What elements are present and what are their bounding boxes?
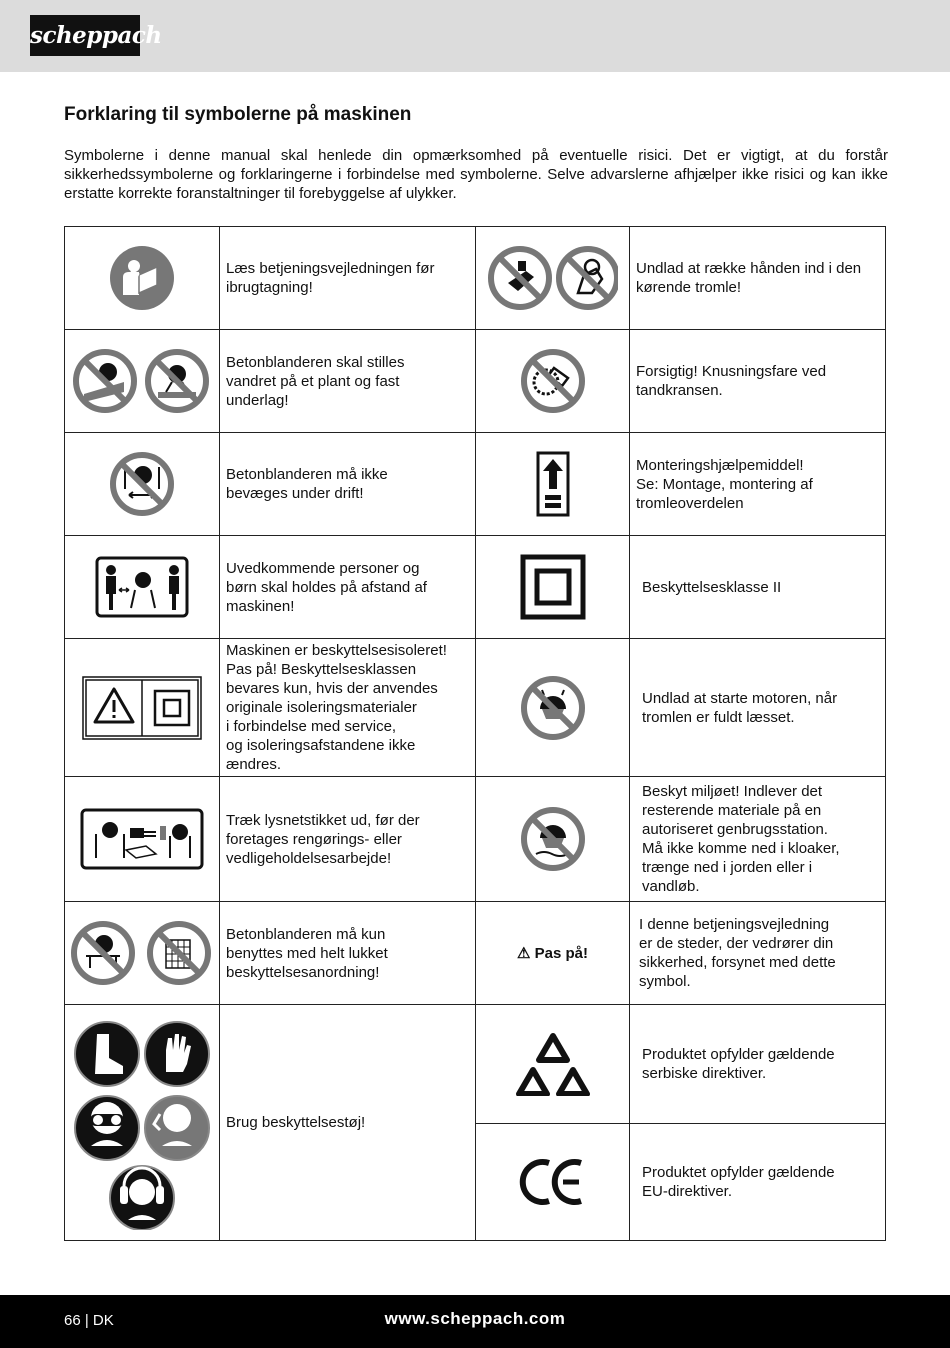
crush-gear-icon bbox=[475, 329, 630, 433]
symbol-description: Betonblanderen skal stilles vandret på et plant og fast underlag! bbox=[226, 353, 405, 409]
footer-url[interactable]: www.scheppach.com bbox=[384, 1309, 566, 1328]
symbol-description: Beskyttelsesklasse II bbox=[642, 578, 782, 596]
read-manual-icon bbox=[64, 226, 220, 330]
class-ii-icon bbox=[475, 535, 630, 639]
protective-gear-icon bbox=[64, 1004, 220, 1241]
unplug-icon bbox=[64, 776, 220, 902]
warning-label: ⚠ Pas på! bbox=[517, 945, 588, 962]
guard-closed-icon bbox=[64, 901, 220, 1005]
brand-logo: scheppach bbox=[30, 15, 140, 56]
symbol-table bbox=[64, 226, 886, 1241]
ce-mark-icon bbox=[475, 1123, 630, 1241]
symbol-description: I denne betjeningsvejledning er de steder, der vedrører din sikkerhed, forsynet med dette symbol. bbox=[639, 916, 836, 990]
symbol-description: Forsigtig! Knusningsfare ved tandkransen. bbox=[636, 363, 827, 399]
mounting-aid-icon bbox=[475, 432, 630, 536]
no-moving-icon bbox=[64, 432, 220, 536]
intro-paragraph: Symbolerne i denne manual skal henlede din opmærksomhed på eventuelle risici. Det er vigtigt, at du forstår sikkerhedssymbolerne og forklaringerne i forbindelse med symbolerne. Selve advarslerne afhjælper ikke risici og kan ikke erstatte korrekte foranstaltninger til forebyggelse af ulykker. bbox=[64, 147, 888, 202]
environment-icon bbox=[475, 776, 630, 902]
page-title: Forklaring til symbolerne på maskinen bbox=[64, 104, 412, 125]
symbol-description: Brug beskyttelsestøj! bbox=[226, 1114, 366, 1131]
symbol-description: Betonblanderen må ikke bevæges under drift! bbox=[226, 466, 388, 502]
symbol-description: Beskyt miljøet! Indlever det resterende materiale på en autoriseret genbrugsstation. Må ikke komme ned i kloaker, trænge ned i jorden eller i vandløb. bbox=[642, 783, 840, 895]
level-surface-icon bbox=[64, 329, 220, 433]
symbol-description: Betonblanderen må kun benyttes med helt lukket beskyttelsesanordning! bbox=[226, 925, 388, 981]
symbol-description: Maskinen er beskyttelsesisoleret! Pas på! Beskyttelsesklassen bevares kun, hvis der anvendes originale isoleringsmaterialer i forbindelse med service, og isoleringsafstandene ikke ændres. bbox=[226, 642, 447, 773]
symbol-description: Monteringshjælpemiddel! Se: Montage, montering af tromleoverdelen bbox=[636, 456, 813, 512]
symbol-description: Produktet opfylder gældende EU-direktiver. bbox=[642, 1164, 835, 1200]
symbol-description: Uvedkommende personer og børn skal holdes på afstand af maskinen! bbox=[226, 559, 427, 615]
symbol-description: Undlad at starte motoren, når tromlen er fuldt læsset. bbox=[642, 689, 838, 726]
no-start-loaded-icon bbox=[475, 638, 630, 777]
serbian-mark-icon bbox=[475, 1004, 630, 1124]
symbol-description: Træk lysnetstikket ud, før der foretages rengørings- eller vedligeholdelsesarbejde! bbox=[226, 811, 420, 867]
page-number: 66 | DK bbox=[64, 1312, 114, 1329]
keep-distance-icon bbox=[64, 535, 220, 639]
symbol-description: Læs betjeningsvejledningen før ibrugtagning! bbox=[226, 260, 435, 296]
warning-icon bbox=[475, 901, 630, 1005]
protective-insulation-icon bbox=[64, 638, 220, 777]
symbol-description: Undlad at række hånden ind i den kørende tromle! bbox=[636, 260, 862, 296]
no-hand-in-drum-icon bbox=[475, 226, 630, 330]
footer-bar bbox=[0, 1295, 950, 1348]
header-bar bbox=[0, 0, 950, 72]
symbol-description: Produktet opfylder gældende serbiske direktiver. bbox=[642, 1046, 835, 1082]
